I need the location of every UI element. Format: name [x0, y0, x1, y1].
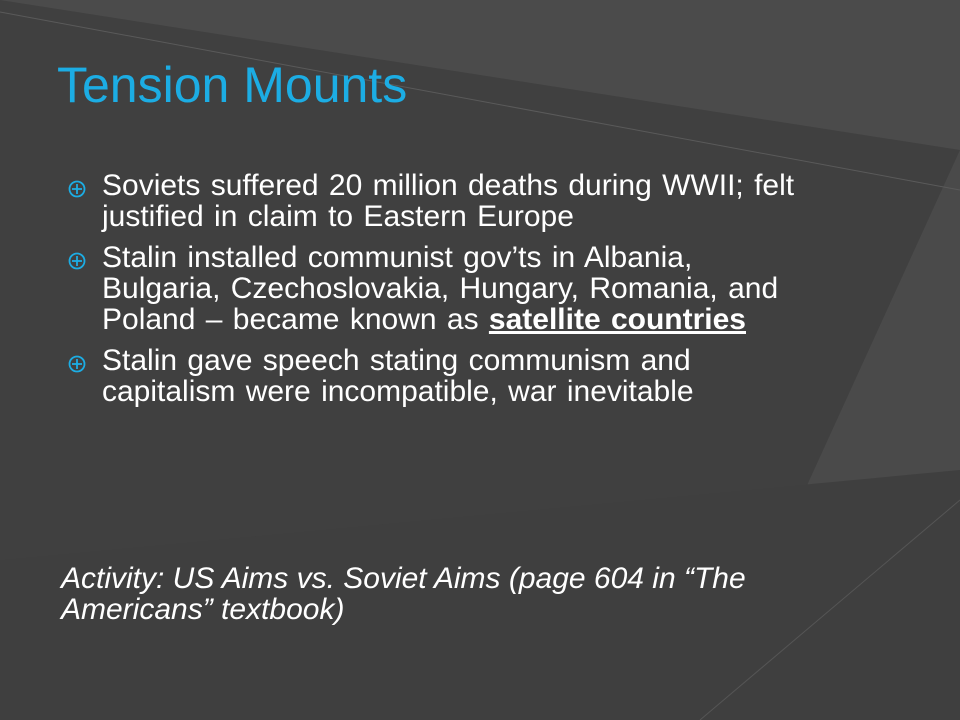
- bullet-item: [68, 345, 808, 407]
- activity-note: Activity: US Aims vs. Soviet Aims (page 604 in “The Americans” textbook): [61, 562, 746, 626]
- circled-plus-icon: [68, 170, 102, 198]
- bullet-text: [102, 170, 808, 232]
- bullet-text-content: Soviets suffered 20 million deaths during WWII; felt justified in claim to Eastern Europe: [102, 169, 795, 233]
- bullet-list: [68, 170, 808, 417]
- bullet-text: [102, 345, 808, 407]
- key-term: satellite countries: [488, 303, 746, 336]
- circled-plus-icon: [68, 242, 102, 270]
- bullet-item: [68, 170, 808, 232]
- bullet-text-content: Stalin gave speech stating communism and capitalism were incompatible, war inevitable: [102, 344, 694, 408]
- circled-plus-icon: [68, 345, 102, 373]
- slide-title: Tension Mounts: [57, 57, 408, 113]
- bullet-text: [102, 242, 808, 335]
- bullet-text-content: Stalin installed communist gov’ts in Albania, Bulgaria, Czechoslovakia, Hungary, Romania, and Poland – became known as: [102, 241, 779, 336]
- bullet-item: [68, 242, 808, 335]
